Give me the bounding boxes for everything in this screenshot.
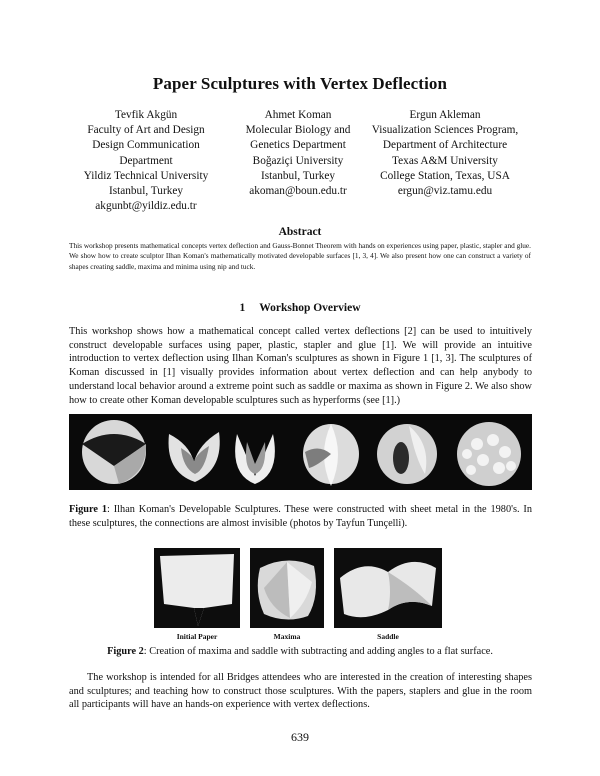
sculpture-photo-3 (235, 434, 275, 484)
section-title: Workshop Overview (259, 302, 361, 314)
figure1-caption (69, 503, 532, 530)
author-name: Ergun Akleman (409, 109, 481, 121)
sculpture-photo-5 (377, 424, 437, 484)
body-paragraph-1: This workshop shows how a mathematical concept called vertex deflections [2] can be used to intuitively construct developable surfaces using paper, plastic, stapler and glue [1]. We will provide an intuitive introduction to vertex deflection using Ilhan Koman's sculptures as shown in Figure 1 [1, 3]. The sculptures of Koman discussed in [1] visually provides information about vertex deflection and can help anybody to understand local behavior around a extreme point such as saddle or maxima as shown in Figure 2. We also show how to create other Koman developable sculptures such as hyperforms (see [1].) (69, 326, 532, 406)
abstract-text: This workshop presents mathematical concepts vertex deflection and Gauss-Bonnet Theorem with hands on experiences using paper, plastic, stapler and glue. We show how to create sculptor Ilhan Koman's mathematically motivated developable surfaces [1, 3, 4]. We also present how one can construct a variety of shapes creating saddle, maxima and minima using nip and tuck. (69, 241, 531, 271)
sculpture-photo-4 (303, 424, 359, 486)
section-heading (0, 302, 600, 314)
author-email: akoman@boun.edu.tr (249, 185, 347, 198)
figure1-caption-text: : Ilhan Koman's Developable Sculptures. These were constructed with sheet metal in the 1980's. In these sculptures, the connections are almost invisible (photos by Tayfun Tunçelli). (69, 504, 532, 529)
author-affiliation: Design Communication (92, 139, 200, 152)
abstract-heading: Abstract (278, 226, 322, 238)
figure2-caption-text: : Creation of maxima and saddle with subtracting and adding angles to a flat surface. (143, 646, 493, 657)
figure2-label-initial: Initial Paper (176, 632, 218, 641)
author-location: Istanbul, Turkey (108, 185, 184, 198)
author-name: Ahmet Koman (264, 109, 332, 121)
sculpture-photo-2 (169, 432, 220, 482)
author-block-3 (360, 108, 530, 199)
figure2-initial-paper-photo (154, 548, 240, 628)
author-location: College Station, Texas, USA (380, 169, 510, 182)
figure2-saddle-photo (334, 548, 442, 628)
author-affiliation: Boğaziçi University (252, 154, 344, 167)
figure2-caption (0, 646, 600, 657)
body-paragraph-2: The workshop is intended for all Bridges attendees who are interested in the creation of interesting shapes and sculptures; and teaching how to construct those sculptures. With the papers, staplers and glue in the room all participants will have an hands-on experience with vertex deflections. (69, 672, 532, 711)
figure2-label: Figure 2 (107, 646, 144, 657)
section-number: 1 (239, 302, 246, 314)
sculpture-photo-1 (82, 420, 146, 484)
author-affiliation: Texas A&M University (392, 154, 498, 167)
author-affiliation: Yildiz Technical University (83, 169, 209, 182)
author-affiliation: Faculty of Art and Design (87, 124, 205, 137)
author-email: akgunbt@yildiz.edu.tr (95, 200, 197, 213)
paper-title: Paper Sculptures with Vertex Deflection (152, 74, 448, 93)
page-number: 639 (291, 730, 309, 744)
figure1-label: Figure 1 (69, 504, 108, 515)
author-affiliation: Department (119, 154, 173, 167)
author-affiliation: Genetics Department (250, 139, 346, 152)
sculpture-photo-6 (457, 422, 521, 486)
author-name: Tevfik Akgün (114, 109, 178, 121)
author-location: Istanbul, Turkey (260, 169, 336, 182)
figure2-label-maxima: Maxima (273, 632, 301, 641)
author-block-2 (218, 108, 378, 199)
author-affiliation: Department of Architecture (382, 139, 508, 152)
figure2-label-saddle: Saddle (377, 632, 399, 641)
figure2-maxima-photo (250, 548, 324, 628)
author-block-1 (64, 108, 228, 214)
figure1-photo-strip (69, 414, 532, 490)
author-affiliation: Molecular Biology and (245, 124, 351, 137)
author-affiliation: Visualization Sciences Program, (371, 124, 519, 137)
author-email: ergun@viz.tamu.edu (397, 185, 493, 198)
